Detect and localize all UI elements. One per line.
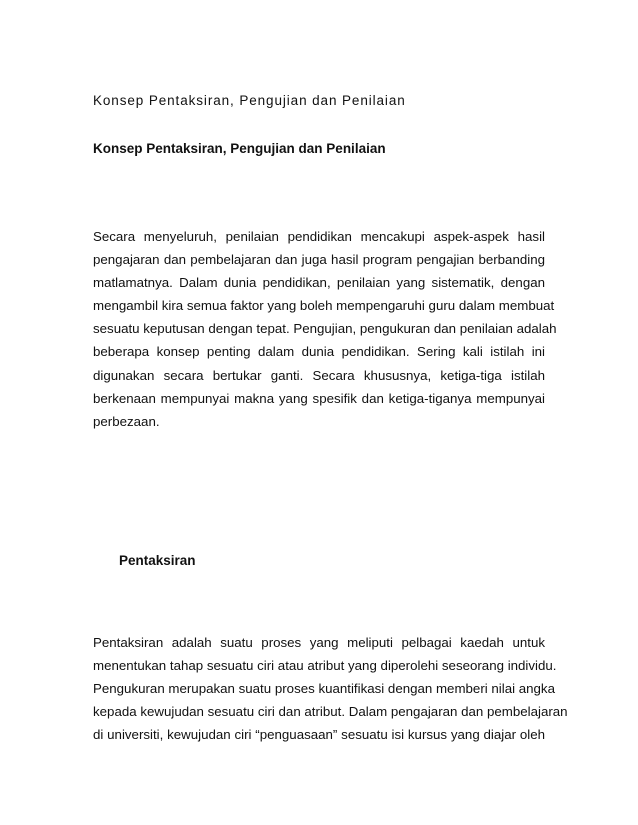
intro-paragraph [93,225,557,433]
document-subtitle: Konsep Pentaksiran, Pengujian dan Penilaian [93,141,386,156]
paragraph-line: Pengukuran merupakan suatu proses kuantifikasi dengan memberi nilai angka [93,681,555,697]
paragraph-line: sesuatu keputusan dengan tepat. Pengujian, pengukuran dan penilaian adalah [93,321,557,337]
paragraph-line: Pentaksiran adalah suatu proses yang meliputi pelbagai kaedah untuk [93,635,545,650]
paragraph-line: beberapa konsep penting dalam dunia pendidikan. Sering kali istilah ini [93,344,545,360]
paragraph-line: Secara menyeluruh, penilaian pendidikan mencakupi aspek-aspek hasil [93,229,545,244]
paragraph-line: matlamatnya. Dalam dunia pendidikan, penilaian yang sistematik, dengan [93,275,545,291]
document-title: Konsep Pentaksiran, Pengujian dan Penilaian [93,93,406,108]
paragraph-line: digunakan secara bertukar ganti. Secara khususnya, ketiga-tiga istilah [93,367,545,383]
pentaksiran-paragraph [93,631,568,746]
paragraph-line: menentukan tahap sesuatu ciri atau atribut yang diperolehi seseorang individu. [93,658,557,674]
paragraph-line: di universiti, kewujudan ciri “penguasaan” sesuatu isi kursus yang diajar oleh [93,727,545,743]
paragraph-line: perbezaan. [93,413,160,429]
paragraph-line: pengajaran dan pembelajaran dan juga hasil program pengajian berbanding [93,252,545,268]
section-heading: Pentaksiran [119,553,196,568]
paragraph-line: berkenaan mempunyai makna yang spesifik dan ketiga-tiganya mempunyai [93,390,545,406]
paragraph-line: mengambil kira semua faktor yang boleh mempengaruhi guru dalam membuat [93,298,555,314]
paragraph-line: kepada kewujudan sesuatu ciri dan atribut. Dalam pengajaran dan pembelajaran [93,704,568,720]
